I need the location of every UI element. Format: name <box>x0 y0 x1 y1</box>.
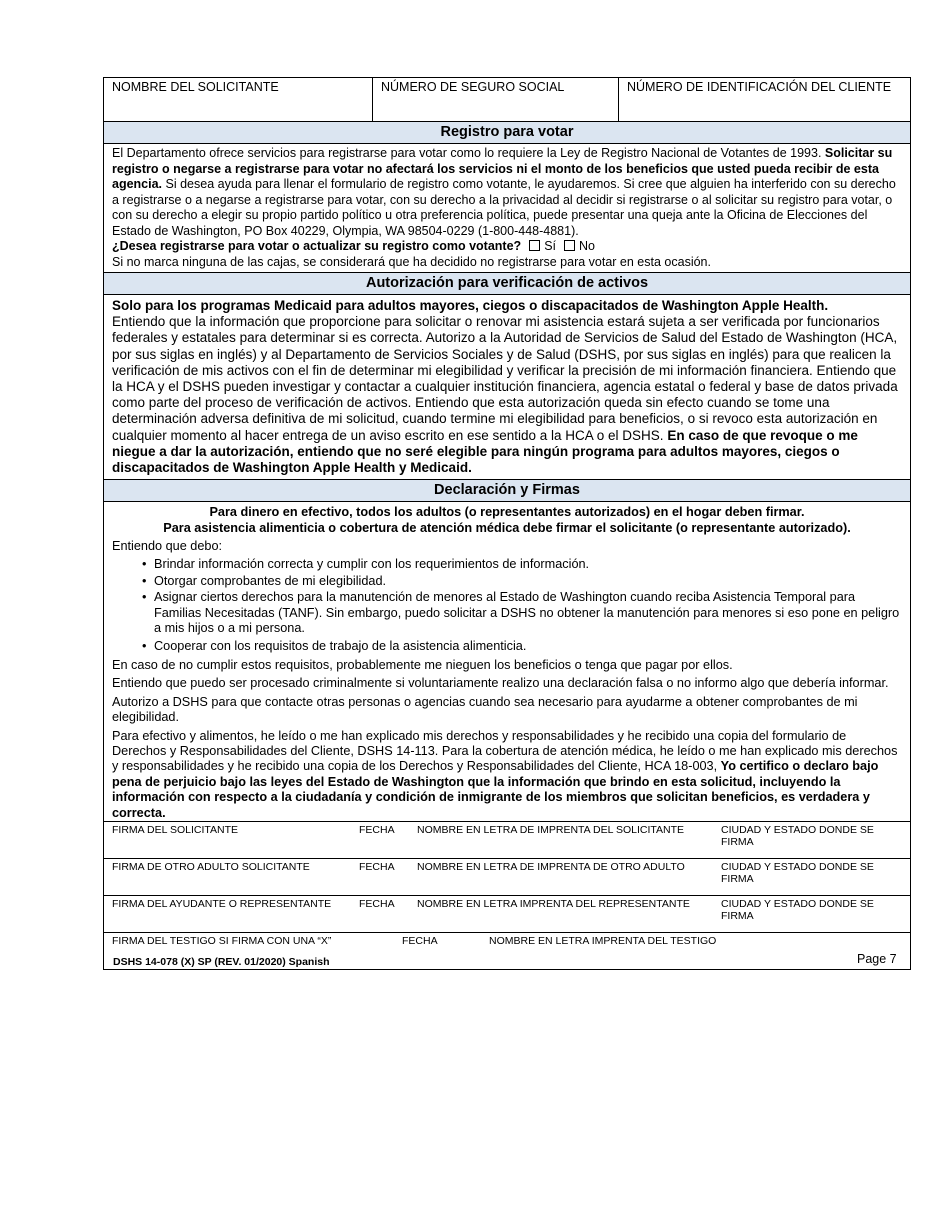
signature-row-representative[interactable] <box>104 895 910 932</box>
asset-section-title: Autorización para verificación de activos <box>104 273 910 295</box>
city-label: CIUDAD Y ESTADO DONDE SE FIRMA <box>721 860 874 886</box>
print-name-label: NOMBRE EN LETRA DE IMPRENTA DEL SOLICITANTE <box>417 823 685 836</box>
city-label: CIUDAD Y ESTADO DONDE SE FIRMA <box>721 897 874 923</box>
declaration-p3: Autorizo a DSHS para que contacte otras personas o agencias cuando sea necesario para ayudarme a obtener comprobantes de mi elegibilidad. <box>112 694 858 725</box>
application-form <box>103 77 911 970</box>
voter-complaint-info: Si desea ayuda para llenar el formulario de registro como votante, le ayudaremos. Si cree que alguien ha interferido con su derecho a registrarse o a negarse a registrarse para votar, con su derecho a la privacidad al decidir si registrarse o al solicitar su registro para votar, o con su derecho a elegir su propio partido político u otra preferencia política, puede presentar una queja ante la Oficina de Elecciones del Estado de Washington, PO Box 40229, Olympia, WA 98504-0229 (1-800-448-4881). <box>112 177 896 238</box>
identity-row <box>104 78 910 122</box>
signature-row-other-adult[interactable] <box>104 858 910 895</box>
city-label: CIUDAD Y ESTADO DONDE SE FIRMA <box>721 823 874 849</box>
declaration-body <box>104 502 910 821</box>
list-item: • Asignar ciertos derechos para la manutención de menores al Estado de Washington cuando reciba Asistencia Temporal para Familias Necesitadas (TANF). Sin embargo, puedo solicitar a DSHS no obtener la manutención para menores si eso pone en peligro a mis hijos o a mi persona. <box>142 590 902 636</box>
list-item: • Otorgar comprobantes de mi elegibilidad. <box>142 574 902 589</box>
declaration-p4 <box>112 729 902 821</box>
voter-intro: El Departamento ofrece servicios para registrarse para votar como lo requiere la Ley de Registro Nacional de Votantes de 1993. <box>112 146 825 160</box>
declaration-rights: Para efectivo y alimentos, he leído o me han explicado mis derechos y responsabilidades y he recibido una copia del formulario de Derechos y Responsabilidades del Cliente, DSHS 14-113. Para la cobertura de atención médica, he leído o me han explicado mis derechos y responsabilidades y he recibido una copia de los Derechos y Responsabilidades del Cliente, HCA 18-003, <box>112 728 898 774</box>
sig-label: FIRMA DEL AYUDANTE O REPRESENTANTE <box>112 897 332 910</box>
declaration-section-title: Declaración y Firmas <box>104 480 910 502</box>
declaration-intro: Entiendo que debo: <box>112 539 223 554</box>
date-label: FECHA <box>402 934 438 947</box>
print-name-label: NOMBRE EN LETRA IMPRENTA DEL TESTIGO <box>489 934 717 947</box>
asset-body: Entiendo que la información que proporcione para solicitar o renovar mi asistencia estará sujeta a ser verificada por funcionarios federales y estatales para determinar si es correcta. Autorizo a la Autoridad de Servicios de Salud del Estado de Washington (HCA, por sus siglas en inglés) y al Departamento de Servicios Sociales y de Salud (DSHS, por sus siglas en inglés) para que realicen la verificación de mis activos con el fin de determinar mi elegibilidad y verificar la precisión de mi información financiera. Entiendo que la HCA y el DSHS pueden investigar y contactar a cualquier institución financiera, agencia estatal o federal y base de datos privada como parte del proceso de verificación de activos. Entiendo que esta autorización queda sin efecto cuando se tome una determinación adversa definitiva de mi solicitud, cuando termine mi elegibilidad para beneficios, o si revoco esta autorización en cualquier momento al hacer entrega de un aviso escrito en ese sentido a la HCA o el DSHS. <box>112 314 898 443</box>
asset-section-body <box>104 295 910 480</box>
sig-label: FIRMA DEL SOLICITANTE <box>112 823 239 836</box>
signature-row-applicant[interactable] <box>104 821 910 858</box>
declaration-cash-note: Para dinero en efectivo, todos los adultos (o representantes autorizados) en el hogar deben firmar. <box>209 505 805 520</box>
sig-label: FIRMA DE OTRO ADULTO SOLICITANTE <box>112 860 310 873</box>
client-id-label: NÚMERO DE IDENTIFICACIÓN DEL CLIENTE <box>627 80 892 94</box>
voter-no-checkbox[interactable] <box>564 240 575 251</box>
page-number: Page 7 <box>857 952 897 966</box>
date-label: FECHA <box>359 897 395 910</box>
applicant-name-label: NOMBRE DEL SOLICITANTE <box>112 80 279 94</box>
asset-revocation: En caso de que revoque o me niegue a dar la autorización, entiendo que no seré elegible para ningún programa para adultos mayores, ciegos o discapacitados de Washington Apple Health y Medicaid. <box>112 427 858 476</box>
date-label: FECHA <box>359 823 395 836</box>
declaration-list <box>142 557 902 654</box>
voter-no-label: No <box>579 239 595 253</box>
voter-question: ¿Desea registrarse para votar o actualizar su registro como votante? <box>112 239 522 253</box>
list-item: • Cooperar con los requisitos de trabajo de la asistencia alimenticia. <box>142 639 902 654</box>
voter-bold-statement: Solicitar su registro o negarse a registrarse para votar no afectará los servicios ni el monto de los beneficios que usted pueda recibir de esta agencia. <box>112 146 893 191</box>
form-id: DSHS 14-078 (X) SP (REV. 01/2020) Spanish <box>113 956 330 968</box>
print-name-label: NOMBRE EN LETRA IMPRENTA DEL REPRESENTANTE <box>417 897 690 910</box>
declaration-food-note: Para asistencia alimenticia o cobertura de atención médica debe firmar el solicitante (o representante autorizado). <box>163 520 851 535</box>
voter-note: Si no marca ninguna de las cajas, se considerará que ha decidido no registrarse para votar en esta ocasión. <box>112 254 711 269</box>
ssn-field[interactable] <box>373 78 619 121</box>
voter-section-body <box>104 144 910 273</box>
voter-section-title: Registro para votar <box>104 122 910 144</box>
sig-label: FIRMA DEL TESTIGO SI FIRMA CON UNA “X” <box>112 934 332 947</box>
applicant-name-field[interactable] <box>104 78 373 121</box>
date-label: FECHA <box>359 860 395 873</box>
print-name-label: NOMBRE EN LETRA DE IMPRENTA DE OTRO ADULTO <box>417 860 685 873</box>
ssn-label: NÚMERO DE SEGURO SOCIAL <box>381 80 565 94</box>
client-id-field[interactable] <box>619 78 910 121</box>
list-item: • Brindar información correcta y cumplir con los requerimientos de información. <box>142 557 902 572</box>
declaration-certify: Yo certifico o declaro bajo pena de perjuicio bajo las leyes del Estado de Washington que la información que brindo en esta solicitud, incluyendo la información con respecto a la ciudadanía y condición de inmigrante de los miembros que solicitan beneficios, es verdadera y correcta. <box>112 759 879 820</box>
declaration-p2: Entiendo que puedo ser procesado criminalmente si voluntariamente realizo una declaración falsa o no informo algo que debería informar. <box>112 676 889 691</box>
declaration-p1: En caso de no cumplir estos requisitos, probablemente me nieguen los beneficios o tenga que pagar por ellos. <box>112 657 733 672</box>
asset-intro: Solo para los programas Medicaid para adultos mayores, ciegos o discapacitados de Washington Apple Health. <box>112 298 829 313</box>
voter-yes-checkbox[interactable] <box>529 240 540 251</box>
voter-yes-label: Sí <box>544 239 556 253</box>
